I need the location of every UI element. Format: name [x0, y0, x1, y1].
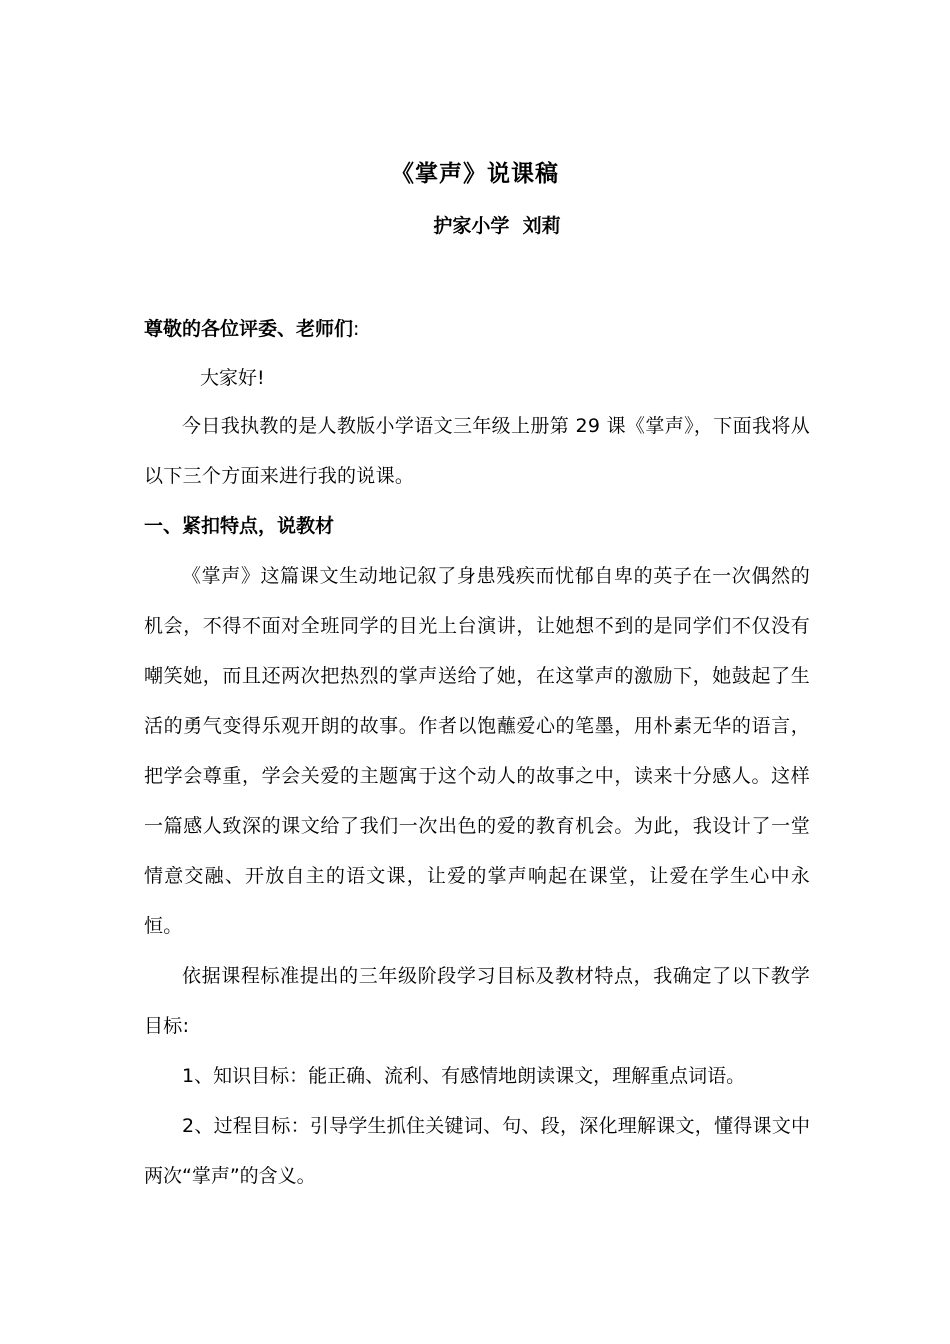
- section1-paragraph-2: 依据课程标准提出的三年级阶段学习目标及教材特点，我确定了以下教学目标:: [144, 965, 810, 1037]
- goal-item-2: 2、过程目标：引导学生抓住关键词、句、段，深化理解课文，懂得课文中两次“掌声”的含义。: [144, 1115, 810, 1187]
- salutation: [144, 304, 810, 354]
- greeting: 大家好!: [200, 367, 265, 389]
- section1-paragraph-1: 《掌声》这篇课文生动地记叙了身患残疾而忧郁自卑的英子在一次偶然的机会，不得不面对全班同学的目光上台演讲，让她想不到的是同学们不仅没有嘲笑她，而且还两次把热烈的掌声送给了她，在这掌声的激励下，她鼓起了生活的勇气变得乐观开朗的故事。作者以饱蘸爱心的笔墨，用朴素无华的语言，把学会尊重，学会关爱的主题寓于这个动人的故事之中，读来十分感人。这样一篇感人致深的课文给了我们一次出色的爱的教育机会。为此，我设计了一堂情意交融、开放自主的语文课，让爱的掌声响起在课堂，让爱在学生心中永恒。: [144, 565, 810, 937]
- document-title: 《掌声》说课稿: [391, 160, 559, 187]
- document-author: 护家小学 刘莉: [433, 215, 561, 237]
- salutation-colon: :: [353, 318, 360, 340]
- salutation-text: 尊敬的各位评委、老师们: [144, 318, 354, 340]
- intro-paragraph: 今日我执教的是人教版小学语文三年级上册第 29 课《掌声》，下面我将从以下三个方面来进行我的说课。: [144, 415, 810, 487]
- goal-item-1: 1、知识目标：能正确、流利、有感情地朗读课文，理解重点词语。: [182, 1065, 746, 1087]
- section-heading-1: 一、紧扣特点，说教材: [144, 515, 335, 537]
- document-body: [144, 401, 810, 1201]
